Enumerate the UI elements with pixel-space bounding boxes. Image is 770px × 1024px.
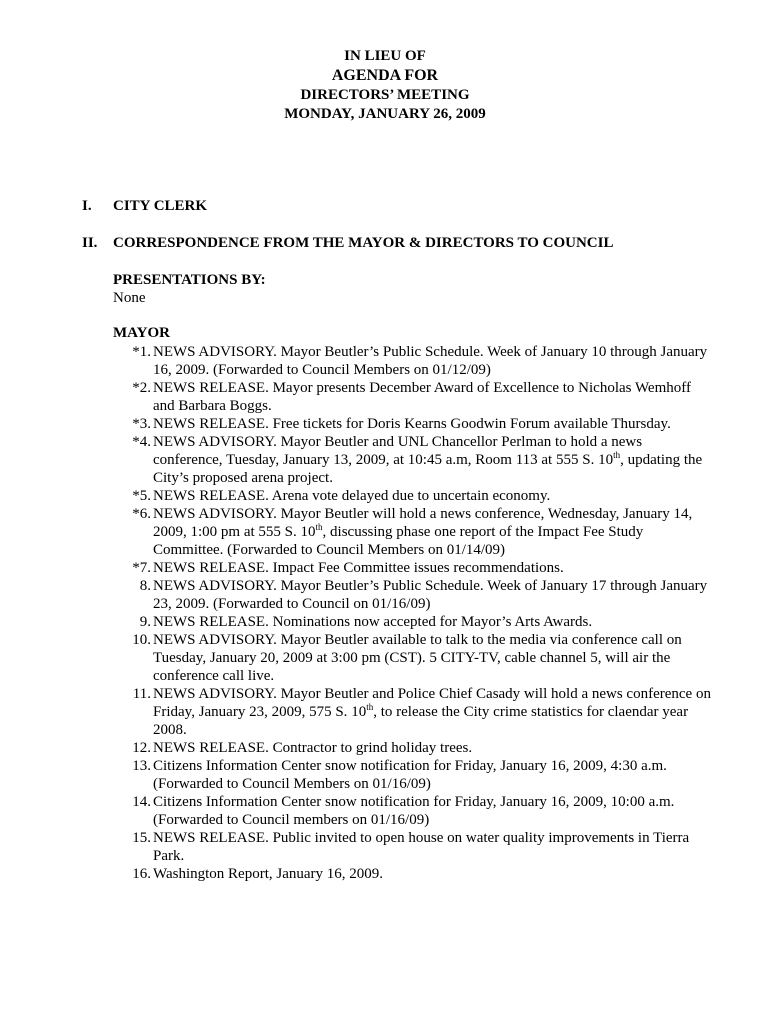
agenda-header [0, 47, 770, 124]
item-text: NEWS ADVISORY. Mayor Beutler’s Public Schedule. Week of January 10 through January 16, 2009. (Forwarded to Council Members on 01/12/09) [153, 344, 708, 378]
item-text: NEWS RELEASE. Free tickets for Doris Kearns Goodwin Forum available Thursday. [153, 416, 671, 432]
item-number: 15. [132, 830, 151, 846]
list-item [113, 685, 713, 739]
item-number: 10. [132, 632, 151, 648]
item-text: NEWS ADVISORY. Mayor Beutler and UNL Chancellor Perlman to hold a news conference, Tuesday, January 13, 2009, at 10:45 a.m, Room 113 at 555 S. 10th, updating the City’s proposed arena project. [153, 434, 703, 486]
header-line-2: AGENDA FOR [331, 67, 439, 84]
item-number: 9. [139, 614, 151, 630]
item-number: 12. [132, 740, 151, 756]
item-number: 8. [139, 578, 151, 594]
presentations-heading: PRESENTATIONS BY: [113, 272, 266, 288]
section-title: CORRESPONDENCE FROM THE MAYOR & DIRECTORS TO COUNCIL [113, 235, 614, 251]
list-item [113, 793, 713, 829]
item-number: 13. [132, 758, 151, 774]
item-text: NEWS RELEASE. Mayor presents December Award of Excellence to Nicholas Wemhoff and Barbara Boggs. [153, 380, 691, 414]
header-line-3: DIRECTORS’ MEETING [300, 87, 470, 103]
list-item [113, 577, 713, 613]
item-text: NEWS RELEASE. Arena vote delayed due to uncertain economy. [153, 488, 551, 504]
section-correspondence [82, 234, 614, 252]
presentations-value: None [113, 290, 146, 306]
item-number: *6. [132, 506, 151, 522]
item-text: NEWS RELEASE. Impact Fee Committee issues recommendations. [153, 560, 564, 576]
item-number: *3. [132, 416, 151, 432]
item-number: *5. [132, 488, 151, 504]
item-text: NEWS ADVISORY. Mayor Beutler’s Public Schedule. Week of January 17 through January 23, 2009. (Forwarded to Council on 01/16/09) [153, 578, 708, 612]
header-date: MONDAY, JANUARY 26, 2009 [284, 106, 486, 122]
section-number: I. [82, 198, 92, 214]
list-item [113, 505, 713, 559]
list-item [113, 613, 713, 631]
list-item [113, 343, 713, 379]
list-item [113, 757, 713, 793]
item-text: NEWS ADVISORY. Mayor Beutler will hold a news conference, Wednesday, January 14, 2009, 1:00 pm at 555 S. 10th, discussing phase one report of the Impact Fee Study Committee. (Forwarded to Council Members on 01/14/09) [153, 506, 693, 558]
item-text: Citizens Information Center snow notification for Friday, January 16, 2009, 10:00 a.m. (Forwarded to Council members on 01/16/09) [153, 794, 675, 828]
presentations-block [113, 271, 713, 307]
item-text: Citizens Information Center snow notification for Friday, January 16, 2009, 4:30 a.m. (Forwarded to Council Members on 01/16/09) [153, 758, 667, 792]
item-number: *4. [132, 434, 151, 450]
list-item [113, 487, 713, 505]
section-city-clerk [82, 197, 207, 215]
item-text: NEWS RELEASE. Public invited to open house on water quality improvements in Tierra Park. [153, 830, 690, 864]
list-item [113, 829, 713, 865]
list-item [113, 559, 713, 577]
item-number: *2. [132, 380, 151, 396]
item-text: NEWS ADVISORY. Mayor Beutler and Police Chief Casady will hold a news conference on Friday, January 23, 2009, 575 S. 10th, to release the City crime statistics for claendar year 2008. [153, 686, 711, 738]
item-number: *1. [132, 344, 151, 360]
section-title: CITY CLERK [113, 198, 208, 214]
list-item [113, 415, 713, 433]
mayor-heading: MAYOR [113, 325, 170, 341]
list-item [113, 433, 713, 487]
item-number: 14. [132, 794, 151, 810]
list-item [113, 865, 713, 883]
list-item [113, 631, 713, 685]
item-number: 11. [132, 686, 151, 702]
section-number: II. [82, 235, 98, 251]
item-text: NEWS RELEASE. Contractor to grind holiday trees. [153, 740, 473, 756]
item-text: Washington Report, January 16, 2009. [153, 866, 384, 882]
item-number: 16. [132, 866, 151, 882]
list-item [113, 379, 713, 415]
list-item [113, 739, 713, 757]
item-number: *7. [132, 560, 151, 576]
item-text: NEWS ADVISORY. Mayor Beutler available to talk to the media via conference call on Tuesday, January 20, 2009 at 3:00 pm (CST). 5 CITY-TV, cable channel 5, will air the conference call live. [153, 632, 682, 684]
item-text: NEWS RELEASE. Nominations now accepted for Mayor’s Arts Awards. [153, 614, 593, 630]
mayor-items-list [113, 343, 713, 883]
header-line-1: IN LIEU OF [344, 48, 426, 64]
